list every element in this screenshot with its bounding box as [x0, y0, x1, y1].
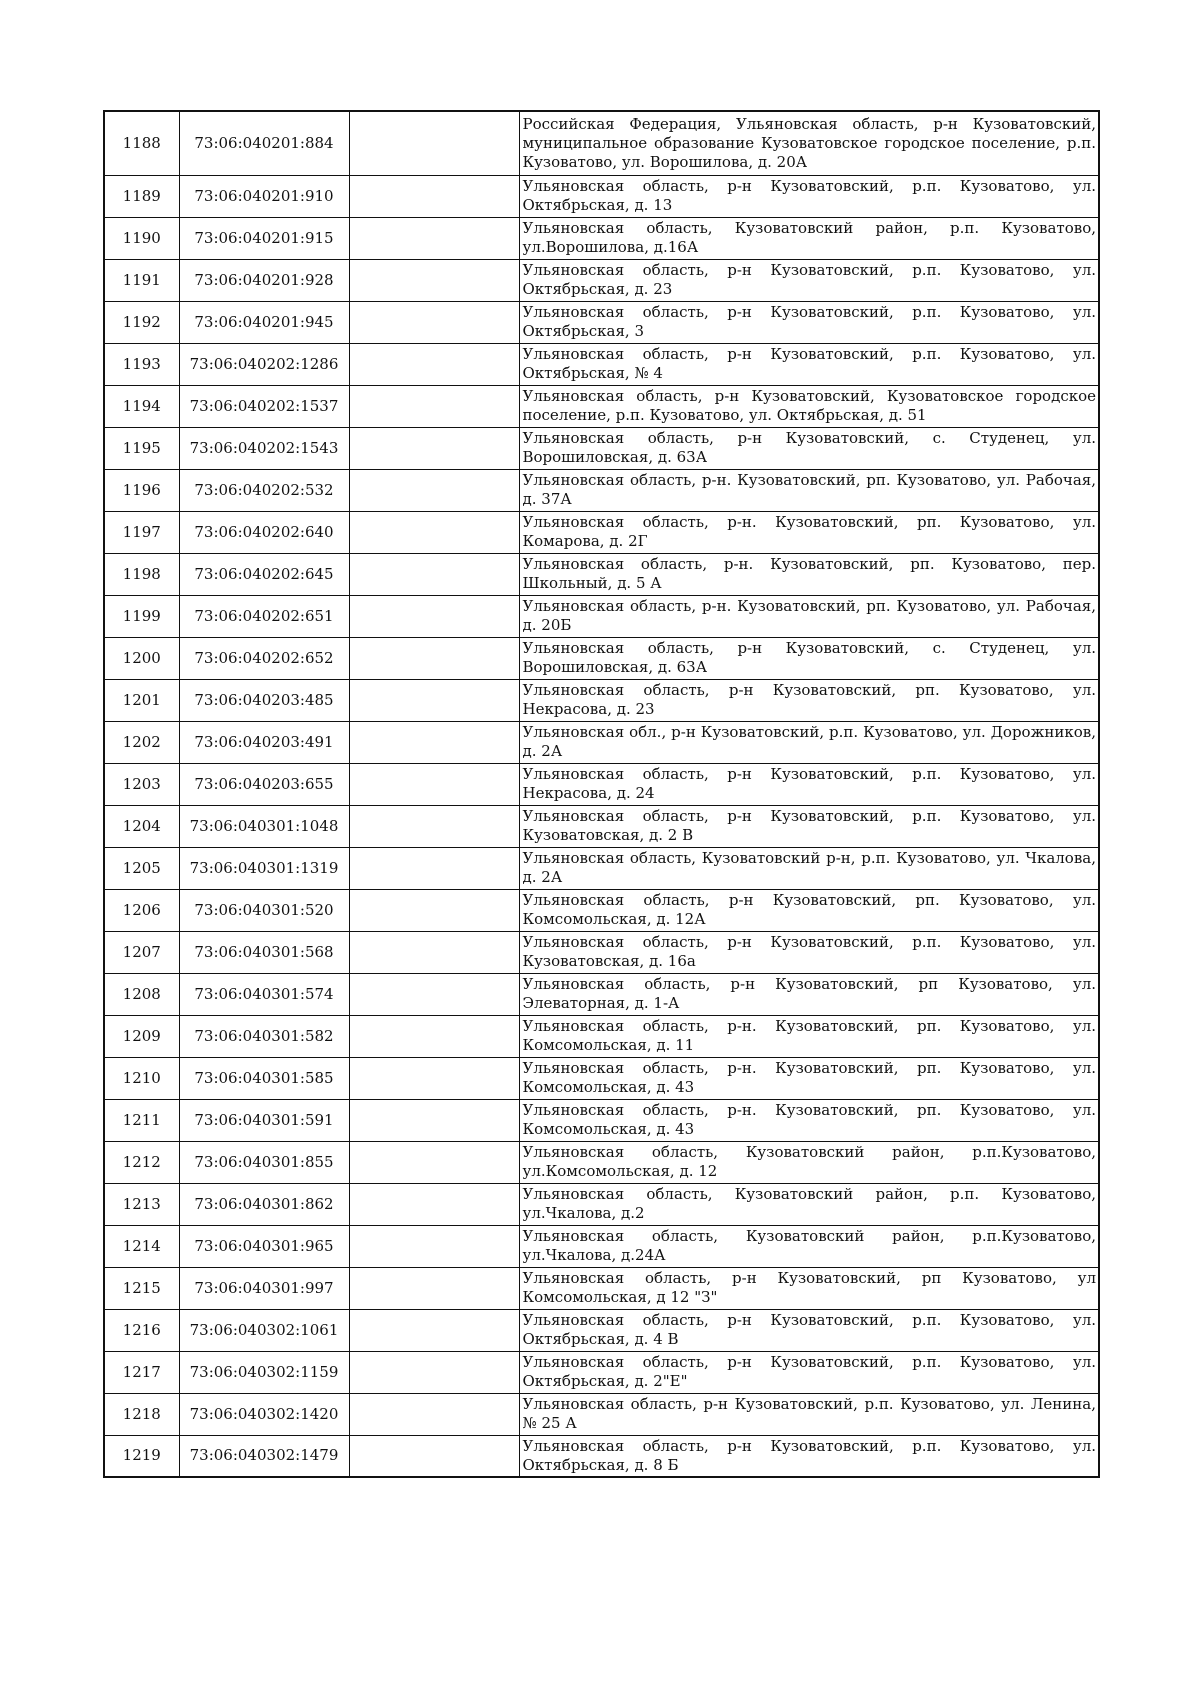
table-row — [104, 721, 1099, 763]
table-row — [104, 1309, 1099, 1351]
table-row — [104, 175, 1099, 217]
row-number-cell: 1189 — [104, 175, 179, 217]
empty-cell — [349, 847, 519, 889]
table-row — [104, 637, 1099, 679]
address-cell: Ульяновская область, р-н. Кузоватовский, рп. Кузоватово, ул. Рабочая, д. 37А — [519, 469, 1099, 511]
row-number-cell: 1199 — [104, 595, 179, 637]
empty-cell — [349, 1183, 519, 1225]
table-row — [104, 1099, 1099, 1141]
address-cell: Ульяновская область, р-н Кузоватовский, рп. Кузоватово, ул. Некрасова, д. 23 — [519, 679, 1099, 721]
empty-cell — [349, 217, 519, 259]
address-cell: Ульяновская область, р-н Кузоватовский, р.п. Кузоватово, ул. Кузоватовская, д. 16а — [519, 931, 1099, 973]
cadastral-number-cell: 73:06:040301:582 — [179, 1015, 349, 1057]
empty-cell — [349, 1435, 519, 1477]
row-number-cell: 1212 — [104, 1141, 179, 1183]
table-row — [104, 1225, 1099, 1267]
empty-cell — [349, 427, 519, 469]
empty-cell — [349, 1267, 519, 1309]
row-number-cell: 1201 — [104, 679, 179, 721]
address-cell: Ульяновская область, р-н Кузоватовский, р.п. Кузоватово, ул. Октябрьская, д. 4 В — [519, 1309, 1099, 1351]
cadastral-number-cell: 73:06:040203:655 — [179, 763, 349, 805]
table-row — [104, 847, 1099, 889]
table-row — [104, 805, 1099, 847]
empty-cell — [349, 1099, 519, 1141]
empty-cell — [349, 1393, 519, 1435]
cadastral-number-cell: 73:06:040301:574 — [179, 973, 349, 1015]
address-cell: Ульяновская область, р-н Кузоватовский, с. Студенец, ул. Ворошиловская, д. 63А — [519, 637, 1099, 679]
empty-cell — [349, 1015, 519, 1057]
address-cell: Ульяновская область, р-н Кузоватовский, Кузоватовское городское поселение, р.п. Кузоватово, ул. Октябрьская, д. 51 — [519, 385, 1099, 427]
empty-cell — [349, 763, 519, 805]
empty-cell — [349, 343, 519, 385]
table-row — [104, 553, 1099, 595]
table-row — [104, 217, 1099, 259]
cadastral-number-cell: 73:06:040301:585 — [179, 1057, 349, 1099]
cadastral-number-cell: 73:06:040202:1543 — [179, 427, 349, 469]
empty-cell — [349, 889, 519, 931]
table-row — [104, 343, 1099, 385]
table-row — [104, 595, 1099, 637]
cadastral-number-cell: 73:06:040301:591 — [179, 1099, 349, 1141]
empty-cell — [349, 805, 519, 847]
address-cell: Ульяновская область, р-н Кузоватовский, рп Кузоватово, ул. Элеваторная, д. 1-А — [519, 973, 1099, 1015]
row-number-cell: 1216 — [104, 1309, 179, 1351]
address-cell: Ульяновская область, р-н Кузоватовский, р.п. Кузоватово, ул. Октябрьская, д. 13 — [519, 175, 1099, 217]
table-row — [104, 1351, 1099, 1393]
empty-cell — [349, 595, 519, 637]
row-number-cell: 1214 — [104, 1225, 179, 1267]
row-number-cell: 1210 — [104, 1057, 179, 1099]
cadastral-number-cell: 73:06:040202:640 — [179, 511, 349, 553]
address-cell: Ульяновская область, Кузоватовский район, р.п. Кузоватово, ул.Чкалова, д.2 — [519, 1183, 1099, 1225]
cadastral-number-cell: 73:06:040301:568 — [179, 931, 349, 973]
cadastral-number-cell: 73:06:040202:652 — [179, 637, 349, 679]
empty-cell — [349, 1057, 519, 1099]
row-number-cell: 1203 — [104, 763, 179, 805]
row-number-cell: 1213 — [104, 1183, 179, 1225]
table-row — [104, 511, 1099, 553]
cadastral-number-cell: 73:06:040201:928 — [179, 259, 349, 301]
table-row — [104, 763, 1099, 805]
cadastral-number-cell: 73:06:040302:1061 — [179, 1309, 349, 1351]
address-cell: Ульяновская область, Кузоватовский район, р.п.Кузоватово, ул.Чкалова, д.24А — [519, 1225, 1099, 1267]
table-row — [104, 1183, 1099, 1225]
empty-cell — [349, 301, 519, 343]
cadastral-number-cell: 73:06:040201:910 — [179, 175, 349, 217]
cadastral-number-cell: 73:06:040201:884 — [179, 111, 349, 175]
empty-cell — [349, 1351, 519, 1393]
table-row — [104, 1393, 1099, 1435]
row-number-cell: 1207 — [104, 931, 179, 973]
address-cell: Российская Федерация, Ульяновская область, р-н Кузоватовский, муниципальное образование Кузоватовское городское поселение, р.п. Кузоватово, ул. Ворошилова, д. 20А — [519, 111, 1099, 175]
row-number-cell: 1211 — [104, 1099, 179, 1141]
cadastral-number-cell: 73:06:040301:855 — [179, 1141, 349, 1183]
cadastral-number-cell: 73:06:040302:1159 — [179, 1351, 349, 1393]
address-cell: Ульяновская обл., р-н Кузоватовский, р.п. Кузоватово, ул. Дорожников, д. 2А — [519, 721, 1099, 763]
table-row — [104, 1435, 1099, 1477]
address-cell: Ульяновская область, р-н Кузоватовский, рп Кузоватово, ул Комсомольская, д 12 "З" — [519, 1267, 1099, 1309]
address-cell: Ульяновская область, р-н. Кузоватовский, рп. Кузоватово, пер. Школьный, д. 5 А — [519, 553, 1099, 595]
cadastral-number-cell: 73:06:040202:532 — [179, 469, 349, 511]
address-cell: Ульяновская область, Кузоватовский район, р.п.Кузоватово, ул.Комсомольская, д. 12 — [519, 1141, 1099, 1183]
cadastral-number-cell: 73:06:040302:1420 — [179, 1393, 349, 1435]
table-row — [104, 301, 1099, 343]
empty-cell — [349, 385, 519, 427]
empty-cell — [349, 721, 519, 763]
cadastral-number-cell: 73:06:040201:915 — [179, 217, 349, 259]
address-cell: Ульяновская область, р-н. Кузоватовский, рп. Кузоватово, ул. Комарова, д. 2Г — [519, 511, 1099, 553]
empty-cell — [349, 259, 519, 301]
row-number-cell: 1205 — [104, 847, 179, 889]
table-row — [104, 385, 1099, 427]
address-cell: Ульяновская область, р-н Кузоватовский, р.п. Кузоватово, ул. Октябрьская, д. 2"Е" — [519, 1351, 1099, 1393]
table-row — [104, 679, 1099, 721]
table-row — [104, 469, 1099, 511]
empty-cell — [349, 931, 519, 973]
empty-cell — [349, 1141, 519, 1183]
empty-cell — [349, 469, 519, 511]
address-cell: Ульяновская область, р-н. Кузоватовский, рп. Кузоватово, ул. Комсомольская, д. 43 — [519, 1099, 1099, 1141]
table-row — [104, 973, 1099, 1015]
table-row — [104, 427, 1099, 469]
empty-cell — [349, 553, 519, 595]
cadastral-number-cell: 73:06:040202:1537 — [179, 385, 349, 427]
table-row — [104, 259, 1099, 301]
row-number-cell: 1204 — [104, 805, 179, 847]
row-number-cell: 1195 — [104, 427, 179, 469]
cadastral-number-cell: 73:06:040301:965 — [179, 1225, 349, 1267]
empty-cell — [349, 973, 519, 1015]
address-cell: Ульяновская область, р-н Кузоватовский, р.п. Кузоватово, ул. Некрасова, д. 24 — [519, 763, 1099, 805]
empty-cell — [349, 511, 519, 553]
empty-cell — [349, 111, 519, 175]
address-cell: Ульяновская область, р-н Кузоватовский, р.п. Кузоватово, ул. Октябрьская, № 4 — [519, 343, 1099, 385]
address-cell: Ульяновская область, Кузоватовский район, р.п. Кузоватово, ул.Ворошилова, д.16А — [519, 217, 1099, 259]
cadastral-number-cell: 73:06:040301:520 — [179, 889, 349, 931]
row-number-cell: 1196 — [104, 469, 179, 511]
registry-body — [104, 111, 1099, 1477]
address-cell: Ульяновская область, р-н Кузоватовский, р.п. Кузоватово, ул. Октябрьская, д. 8 Б — [519, 1435, 1099, 1477]
cadastral-number-cell: 73:06:040301:862 — [179, 1183, 349, 1225]
address-cell: Ульяновская область, р-н Кузоватовский, р.п. Кузоватово, ул. Октябрьская, 3 — [519, 301, 1099, 343]
empty-cell — [349, 637, 519, 679]
cadastral-number-cell: 73:06:040202:1286 — [179, 343, 349, 385]
table-row — [104, 931, 1099, 973]
cadastral-number-cell: 73:06:040301:1319 — [179, 847, 349, 889]
empty-cell — [349, 1309, 519, 1351]
row-number-cell: 1188 — [104, 111, 179, 175]
address-cell: Ульяновская область, р-н Кузоватовский, рп. Кузоватово, ул. Комсомольская, д. 12А — [519, 889, 1099, 931]
address-cell: Ульяновская область, р-н Кузоватовский, р.п. Кузоватово, ул. Ленина, № 25 А — [519, 1393, 1099, 1435]
address-cell: Ульяновская область, р-н Кузоватовский, с. Студенец, ул. Ворошиловская, д. 63А — [519, 427, 1099, 469]
address-cell: Ульяновская область, р-н. Кузоватовский, рп. Кузоватово, ул. Рабочая, д. 20Б — [519, 595, 1099, 637]
empty-cell — [349, 679, 519, 721]
address-cell: Ульяновская область, Кузоватовский р-н, р.п. Кузоватово, ул. Чкалова, д. 2А — [519, 847, 1099, 889]
cadastral-number-cell: 73:06:040201:945 — [179, 301, 349, 343]
cadastral-number-cell: 73:06:040302:1479 — [179, 1435, 349, 1477]
address-cell: Ульяновская область, р-н Кузоватовский, р.п. Кузоватово, ул. Кузоватовская, д. 2 В — [519, 805, 1099, 847]
row-number-cell: 1191 — [104, 259, 179, 301]
row-number-cell: 1194 — [104, 385, 179, 427]
cadastral-number-cell: 73:06:040203:485 — [179, 679, 349, 721]
row-number-cell: 1215 — [104, 1267, 179, 1309]
row-number-cell: 1197 — [104, 511, 179, 553]
cadastral-number-cell: 73:06:040202:645 — [179, 553, 349, 595]
cadastral-number-cell: 73:06:040202:651 — [179, 595, 349, 637]
row-number-cell: 1192 — [104, 301, 179, 343]
row-number-cell: 1200 — [104, 637, 179, 679]
table-row — [104, 889, 1099, 931]
row-number-cell: 1209 — [104, 1015, 179, 1057]
table-row — [104, 1057, 1099, 1099]
row-number-cell: 1218 — [104, 1393, 179, 1435]
table-row — [104, 111, 1099, 175]
row-number-cell: 1217 — [104, 1351, 179, 1393]
table-row — [104, 1141, 1099, 1183]
row-number-cell: 1193 — [104, 343, 179, 385]
row-number-cell: 1190 — [104, 217, 179, 259]
empty-cell — [349, 1225, 519, 1267]
address-cell: Ульяновская область, р-н. Кузоватовский, рп. Кузоватово, ул. Комсомольская, д. 11 — [519, 1015, 1099, 1057]
cadastral-number-cell: 73:06:040301:1048 — [179, 805, 349, 847]
table-row — [104, 1267, 1099, 1309]
cadastral-number-cell: 73:06:040203:491 — [179, 721, 349, 763]
registry-table — [103, 110, 1100, 1478]
cadastral-number-cell: 73:06:040301:997 — [179, 1267, 349, 1309]
row-number-cell: 1219 — [104, 1435, 179, 1477]
table-row — [104, 1015, 1099, 1057]
row-number-cell: 1202 — [104, 721, 179, 763]
empty-cell — [349, 175, 519, 217]
row-number-cell: 1208 — [104, 973, 179, 1015]
row-number-cell: 1198 — [104, 553, 179, 595]
address-cell: Ульяновская область, р-н Кузоватовский, р.п. Кузоватово, ул. Октябрьская, д. 23 — [519, 259, 1099, 301]
row-number-cell: 1206 — [104, 889, 179, 931]
address-cell: Ульяновская область, р-н. Кузоватовский, рп. Кузоватово, ул. Комсомольская, д. 43 — [519, 1057, 1099, 1099]
